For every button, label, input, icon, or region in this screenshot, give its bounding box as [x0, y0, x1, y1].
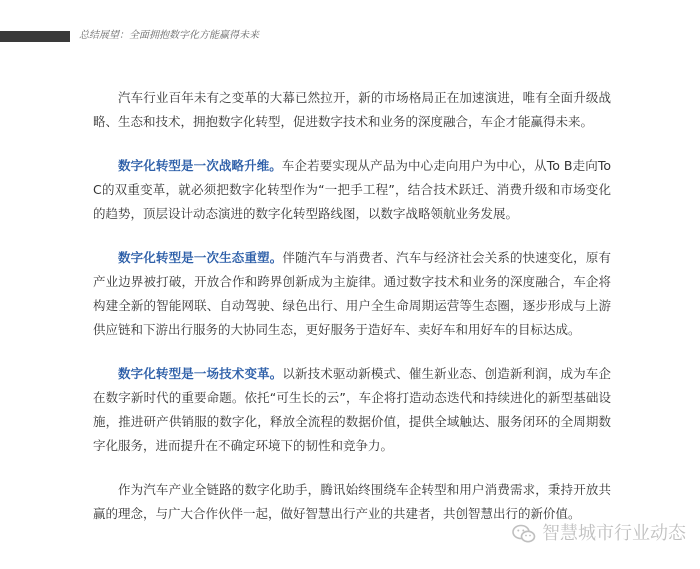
- paragraph-text: 以新技术驱动新模式、催生新业态、创造新利润，成为车企在数字新时代的重要命题。依托“可生长的云”，车企将打造动态迭代和持续进化的新型基础设施，推进研产供销服的数字化，释放全流程的数据价值，提供全域触达、服务闭环的全周期数字化服务，进而提升在不确定环境下的韧性和竞争力。: [93, 366, 611, 453]
- paragraph-conclusion: [93, 478, 611, 526]
- paragraph-intro: [93, 86, 611, 134]
- paragraph-text: 汽车行业百年未有之变革的大幕已然拉开，新的市场格局正在加速演进，唯有全面升级战略、生态和技术，拥抱数字化转型，促进数字技术和业务的深度融合，车企才能赢得未来。: [93, 90, 611, 129]
- paragraph-lead: 数字化转型是一场技术变革。: [118, 366, 283, 381]
- paragraph-ecosystem: [93, 246, 611, 342]
- watermark-text: 智慧城市行业动态: [542, 523, 686, 544]
- paragraph-lead: 数字化转型是一次生态重塑。: [118, 250, 283, 265]
- header-title: 总结展望：全面拥抱数字化方能赢得未来: [79, 30, 259, 41]
- paragraph-text: 伴随汽车与消费者、汽车与经济社会关系的快速变化，原有产业边界被打破，开放合作和跨界创新成为主旋律。通过数字技术和业务的深度融合，车企将构建全新的智能网联、自动驾驶、绿色出行、用户全生命周期运营等生态圈，逐步形成与上游供应链和下游出行服务的大协同生态，更好服务于造好车、卖好车和用好车的目标达成。: [93, 250, 611, 337]
- paragraph-lead: 数字化转型是一次战略升维。: [118, 158, 282, 173]
- article-body: [93, 86, 611, 526]
- paragraph-text: 车企若要实现从产品为中心走向用户为中心，从To B走向To C的双重变革，就必须把数字化转型作为“一把手工程”，结合技术跃迁、消费升级和市场变化的趋势，顶层设计动态演进的数字化转型路线图，以数字战略领航业务发展。: [93, 158, 611, 221]
- paragraph-technology: [93, 362, 611, 458]
- paragraph-strategy: [93, 154, 611, 226]
- wechat-icon: [512, 524, 536, 544]
- header-bar: [0, 31, 70, 42]
- watermark: [512, 523, 686, 545]
- paragraph-text: 作为汽车产业全链路的数字化助手，腾讯始终围绕车企转型和用户消费需求，秉持开放共赢的理念，与广大合作伙伴一起，做好智慧出行产业的共建者，共创智慧出行的新价值。: [93, 482, 611, 521]
